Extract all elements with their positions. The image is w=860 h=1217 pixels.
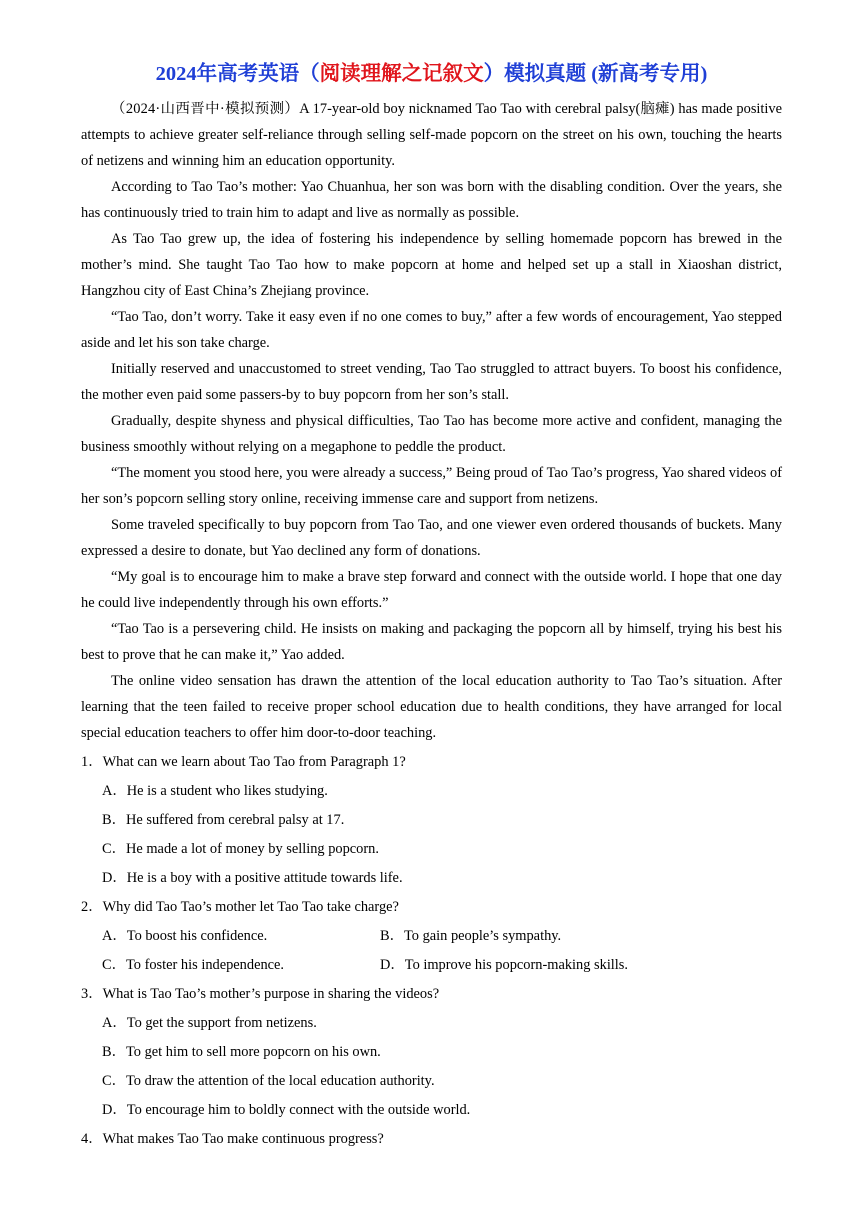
option-list — [81, 1010, 782, 1123]
option-b: B．He suffered from cerebral palsy at 17. — [102, 812, 345, 828]
question-stem: 2．Why did Tao Tao’s mother let Tao Tao take charge? — [81, 899, 399, 915]
passage-paragraph-6: Gradually, despite shyness and physical difficulties, Tao Tao has become more active and confident, managing the business smoothly without relying on a megaphone to peddle the product. — [81, 413, 782, 455]
option-d: D．To encourage him to boldly connect with the outside world. — [102, 1102, 471, 1118]
question-stem: 4．What makes Tao Tao make continuous progress? — [81, 1131, 384, 1147]
question-stem: 1．What can we learn about Tao Tao from Paragraph 1? — [81, 754, 406, 770]
option-a: A．To boost his confidence. — [102, 928, 268, 944]
passage-paragraph-9: “My goal is to encourage him to make a brave step forward and connect with the outside world. I hope that one day he could live independently through his own efforts.” — [81, 569, 782, 611]
option-d: D．He is a boy with a positive attitude towards life. — [102, 870, 403, 886]
title-prefix: 2024年高考英语（ — [155, 63, 320, 85]
question-3 — [81, 981, 782, 1123]
question-1 — [81, 749, 782, 891]
source-label: （2024·山西晋中·模拟预测） — [111, 101, 300, 117]
passage-paragraph-11: The online video sensation has drawn the attention of the local education authority to Tao Tao’s situation. After learning that the teen failed to receive proper school education due to health conditions, they have arranged for local special education teachers to offer him door-to-door teaching. — [81, 673, 782, 741]
title-suffix: ）模拟真题 (新高考专用) — [483, 63, 708, 85]
question-stem: 3．What is Tao Tao’s mother’s purpose in sharing the videos? — [81, 986, 440, 1002]
option-b: B．To gain people’s sympathy. — [380, 928, 562, 944]
option-a: A．To get the support from netizens. — [102, 1015, 317, 1031]
passage-paragraph-7: “The moment you stood here, you were already a success,” Being proud of Tao Tao’s progress, Yao shared videos of her son’s popcorn selling story online, receiving immense care and support from netizens. — [81, 465, 782, 507]
passage-paragraph-3: As Tao Tao grew up, the idea of fostering his independence by selling homemade popcorn has brewed in the mother’s mind. She taught Tao Tao how to make popcorn at home and helped set up a stall in Xiaoshan district, Hangzhou city of East China’s Zhejiang province. — [81, 231, 782, 299]
option-b: B．To get him to sell more popcorn on his own. — [102, 1044, 381, 1060]
reading-passage — [81, 96, 782, 746]
passage-paragraph-1 — [81, 96, 782, 174]
paragraph-text: A 17-year-old boy nicknamed Tao Tao with cerebral palsy(脑瘫) has made positive attempts to achieve greater self-reliance through selling self-made popcorn on the street on his own, touching the hearts of netizens and winning him an education opportunity. — [81, 101, 782, 169]
document-title — [81, 56, 782, 92]
question-2 — [81, 894, 782, 978]
option-c: C．He made a lot of money by selling popcorn. — [102, 841, 379, 857]
passage-paragraph-2: According to Tao Tao’s mother: Yao Chuanhua, her son was born with the disabling condition. Over the years, she has continuously tried to train him to adapt and live as normally as possible. — [81, 179, 782, 221]
option-list — [81, 778, 782, 891]
option-a: A．He is a student who likes studying. — [102, 783, 328, 799]
option-c: C．To foster his independence. — [102, 957, 285, 973]
passage-paragraph-5: Initially reserved and unaccustomed to street vending, Tao Tao struggled to attract buyers. To boost his confidence, the mother even paid some passers-by to buy popcorn from her son’s stall. — [81, 361, 782, 403]
passage-paragraph-8: Some traveled specifically to buy popcorn from Tao Tao, and one viewer even ordered thousands of buckets. Many expressed a desire to donate, but Yao declined any form of donations. — [81, 517, 782, 559]
document-page — [81, 56, 782, 1155]
option-c: C．To draw the attention of the local education authority. — [102, 1073, 435, 1089]
option-d: D．To improve his popcorn-making skills. — [380, 957, 629, 973]
option-row — [81, 952, 782, 978]
question-list — [81, 749, 782, 1152]
question-4 — [81, 1126, 782, 1152]
passage-paragraph-4: “Tao Tao, don’t worry. Take it easy even if no one comes to buy,” after a few words of encouragement, Yao stepped aside and let his son take charge. — [81, 309, 782, 351]
title-subtopic: 阅读理解之记叙文 — [319, 63, 484, 85]
option-list — [81, 923, 782, 978]
option-row — [81, 923, 782, 949]
passage-paragraph-10: “Tao Tao is a persevering child. He insists on making and packaging the popcorn all by himself, trying his best his best to prove that he can make it,” Yao added. — [81, 621, 782, 663]
